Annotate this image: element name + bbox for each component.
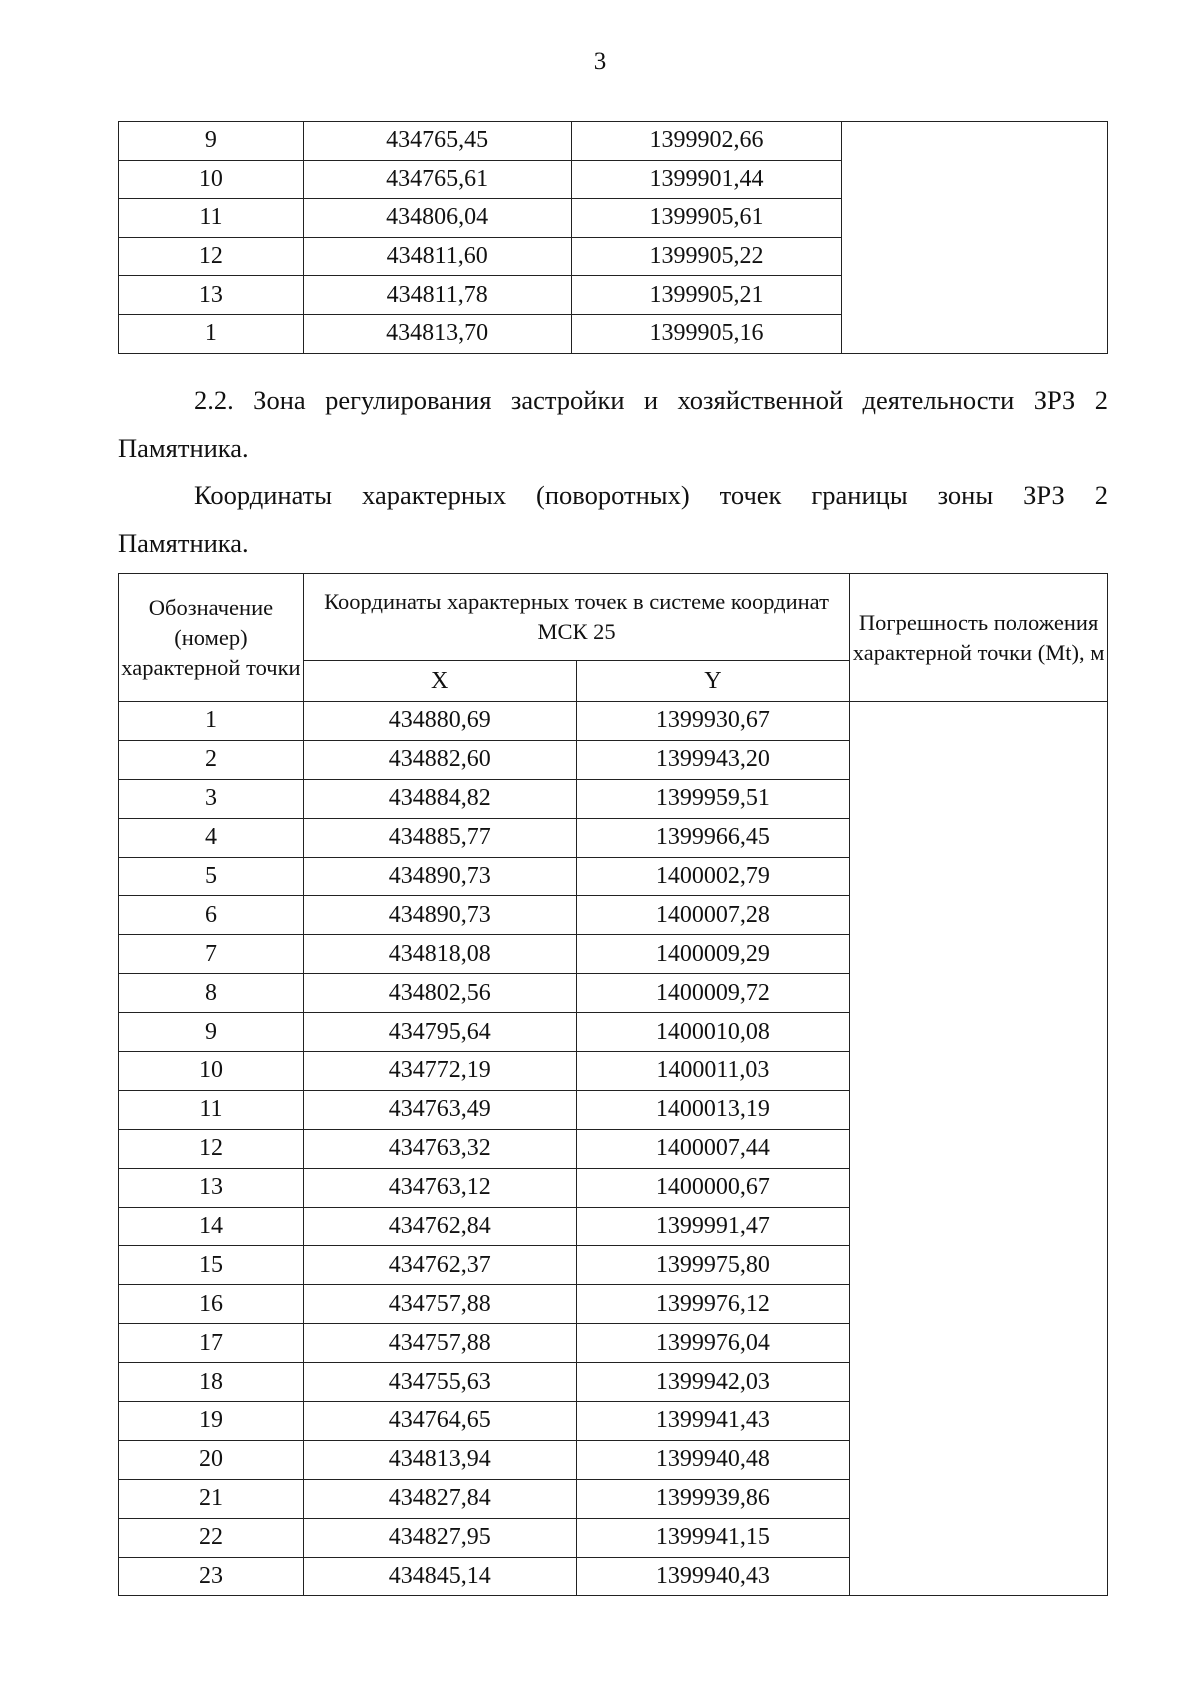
x-coordinate-cell: 434763,12 bbox=[303, 1168, 576, 1207]
coordinates-intro-line1: Координаты характерных (поворотных) точек границы зоны ЗРЗ 2 bbox=[194, 480, 1108, 510]
y-coordinate-cell: 1400011,03 bbox=[576, 1052, 850, 1091]
point-number-cell: 7 bbox=[119, 935, 304, 974]
x-coordinate-cell: 434890,73 bbox=[303, 896, 576, 935]
x-coordinate-cell: 434763,49 bbox=[303, 1090, 576, 1129]
point-number-cell: 20 bbox=[119, 1440, 304, 1479]
x-coordinate-cell: 434884,82 bbox=[303, 779, 576, 818]
section-heading-line1: 2.2. Зона регулирования застройки и хозяйственной деятельности ЗРЗ 2 bbox=[194, 385, 1108, 415]
x-coordinate-cell: 434882,60 bbox=[303, 740, 576, 779]
x-coordinate-cell: 434764,65 bbox=[303, 1402, 576, 1441]
x-coordinate-cell: 434762,84 bbox=[303, 1207, 576, 1246]
y-coordinate-cell: 1399941,43 bbox=[576, 1402, 850, 1441]
y-coordinate-cell: 1399930,67 bbox=[576, 702, 850, 741]
y-coordinate-cell: 1399939,86 bbox=[576, 1479, 850, 1518]
point-number-cell: 18 bbox=[119, 1363, 304, 1402]
y-coordinate-cell: 1400000,67 bbox=[576, 1168, 850, 1207]
point-number-cell: 9 bbox=[119, 122, 304, 161]
y-coordinate-cell: 1399943,20 bbox=[576, 740, 850, 779]
x-coordinate-cell: 434811,78 bbox=[303, 276, 571, 315]
y-coordinate-cell: 1399966,45 bbox=[576, 818, 850, 857]
coordinates-intro-line2: Памятника. bbox=[118, 528, 249, 558]
y-coordinate-cell: 1400002,79 bbox=[576, 857, 850, 896]
x-coordinate-cell: 434885,77 bbox=[303, 818, 576, 857]
x-coordinate-cell: 434755,63 bbox=[303, 1363, 576, 1402]
x-coordinate-cell: 434763,32 bbox=[303, 1129, 576, 1168]
y-coordinate-cell: 1399905,22 bbox=[571, 237, 842, 276]
y-coordinate-cell: 1399901,44 bbox=[571, 160, 842, 199]
y-coordinate-cell: 1399942,03 bbox=[576, 1363, 850, 1402]
point-number-cell: 4 bbox=[119, 818, 304, 857]
point-number-cell: 11 bbox=[119, 199, 304, 238]
y-coordinate-cell: 1400007,44 bbox=[576, 1129, 850, 1168]
x-coordinate-cell: 434880,69 bbox=[303, 702, 576, 741]
table-header-row bbox=[119, 574, 1108, 661]
header-accuracy: Погрешность положения характерной точки (Mt), м bbox=[850, 574, 1108, 702]
point-number-cell: 14 bbox=[119, 1207, 304, 1246]
x-coordinate-cell: 434813,70 bbox=[303, 314, 571, 353]
point-number-cell: 13 bbox=[119, 1168, 304, 1207]
accuracy-cell bbox=[850, 702, 1108, 1596]
y-coordinate-cell: 1399991,47 bbox=[576, 1207, 850, 1246]
x-coordinate-cell: 434765,45 bbox=[303, 122, 571, 161]
point-number-cell: 22 bbox=[119, 1518, 304, 1557]
x-coordinate-cell: 434806,04 bbox=[303, 199, 571, 238]
x-coordinate-cell: 434772,19 bbox=[303, 1052, 576, 1091]
table-row bbox=[119, 122, 1108, 161]
x-coordinate-cell: 434827,95 bbox=[303, 1518, 576, 1557]
y-coordinate-cell: 1400007,28 bbox=[576, 896, 850, 935]
coordinates-table-continued-body bbox=[119, 122, 1108, 354]
y-coordinate-cell: 1399976,12 bbox=[576, 1285, 850, 1324]
y-coordinate-cell: 1399941,15 bbox=[576, 1518, 850, 1557]
point-number-cell: 2 bbox=[119, 740, 304, 779]
x-coordinate-cell: 434827,84 bbox=[303, 1479, 576, 1518]
x-coordinate-cell: 434818,08 bbox=[303, 935, 576, 974]
y-coordinate-cell: 1400009,29 bbox=[576, 935, 850, 974]
x-coordinate-cell: 434813,94 bbox=[303, 1440, 576, 1479]
point-number-cell: 19 bbox=[119, 1402, 304, 1441]
point-number-cell: 1 bbox=[119, 702, 304, 741]
y-coordinate-cell: 1400010,08 bbox=[576, 1013, 850, 1052]
x-coordinate-cell: 434802,56 bbox=[303, 974, 576, 1013]
point-number-cell: 15 bbox=[119, 1246, 304, 1285]
y-coordinate-cell: 1399902,66 bbox=[571, 122, 842, 161]
y-coordinate-cell: 1399959,51 bbox=[576, 779, 850, 818]
section-heading-zrz2 bbox=[118, 376, 1108, 472]
y-coordinate-cell: 1400009,72 bbox=[576, 974, 850, 1013]
y-coordinate-cell: 1399940,43 bbox=[576, 1557, 850, 1596]
y-coordinate-cell: 1399975,80 bbox=[576, 1246, 850, 1285]
header-x: X bbox=[303, 661, 576, 702]
x-coordinate-cell: 434765,61 bbox=[303, 160, 571, 199]
x-coordinate-cell: 434795,64 bbox=[303, 1013, 576, 1052]
table-row bbox=[119, 702, 1108, 741]
point-number-cell: 10 bbox=[119, 1052, 304, 1091]
y-coordinate-cell: 1399940,48 bbox=[576, 1440, 850, 1479]
accuracy-cell bbox=[842, 122, 1108, 354]
x-coordinate-cell: 434757,88 bbox=[303, 1285, 576, 1324]
point-number-cell: 12 bbox=[119, 237, 304, 276]
point-number-cell: 13 bbox=[119, 276, 304, 315]
point-number-cell: 17 bbox=[119, 1324, 304, 1363]
header-coordinates: Координаты характерных точек в системе координат МСК 25 bbox=[303, 574, 849, 661]
x-coordinate-cell: 434757,88 bbox=[303, 1324, 576, 1363]
point-number-cell: 1 bbox=[119, 314, 304, 353]
coordinates-table-continued bbox=[118, 121, 1108, 354]
point-number-cell: 3 bbox=[119, 779, 304, 818]
y-coordinate-cell: 1399905,21 bbox=[571, 276, 842, 315]
y-coordinate-cell: 1399905,16 bbox=[571, 314, 842, 353]
x-coordinate-cell: 434890,73 bbox=[303, 857, 576, 896]
section-heading-line2: Памятника. bbox=[118, 433, 249, 463]
point-number-cell: 8 bbox=[119, 974, 304, 1013]
header-y: Y bbox=[576, 661, 850, 702]
point-number-cell: 21 bbox=[119, 1479, 304, 1518]
point-number-cell: 11 bbox=[119, 1090, 304, 1129]
x-coordinate-cell: 434845,14 bbox=[303, 1557, 576, 1596]
point-number-cell: 12 bbox=[119, 1129, 304, 1168]
y-coordinate-cell: 1399976,04 bbox=[576, 1324, 850, 1363]
x-coordinate-cell: 434762,37 bbox=[303, 1246, 576, 1285]
x-coordinate-cell: 434811,60 bbox=[303, 237, 571, 276]
coordinates-intro bbox=[118, 471, 1108, 567]
point-number-cell: 9 bbox=[119, 1013, 304, 1052]
y-coordinate-cell: 1399905,61 bbox=[571, 199, 842, 238]
y-coordinate-cell: 1400013,19 bbox=[576, 1090, 850, 1129]
point-number-cell: 6 bbox=[119, 896, 304, 935]
point-number-cell: 23 bbox=[119, 1557, 304, 1596]
zrz2-coordinates-table-body bbox=[119, 702, 1108, 1596]
zrz2-coordinates-table bbox=[118, 573, 1108, 1596]
header-point-number: Обозначение (номер) характерной точки bbox=[119, 574, 304, 702]
page-number: 3 bbox=[593, 48, 607, 75]
point-number-cell: 10 bbox=[119, 160, 304, 199]
point-number-cell: 16 bbox=[119, 1285, 304, 1324]
point-number-cell: 5 bbox=[119, 857, 304, 896]
